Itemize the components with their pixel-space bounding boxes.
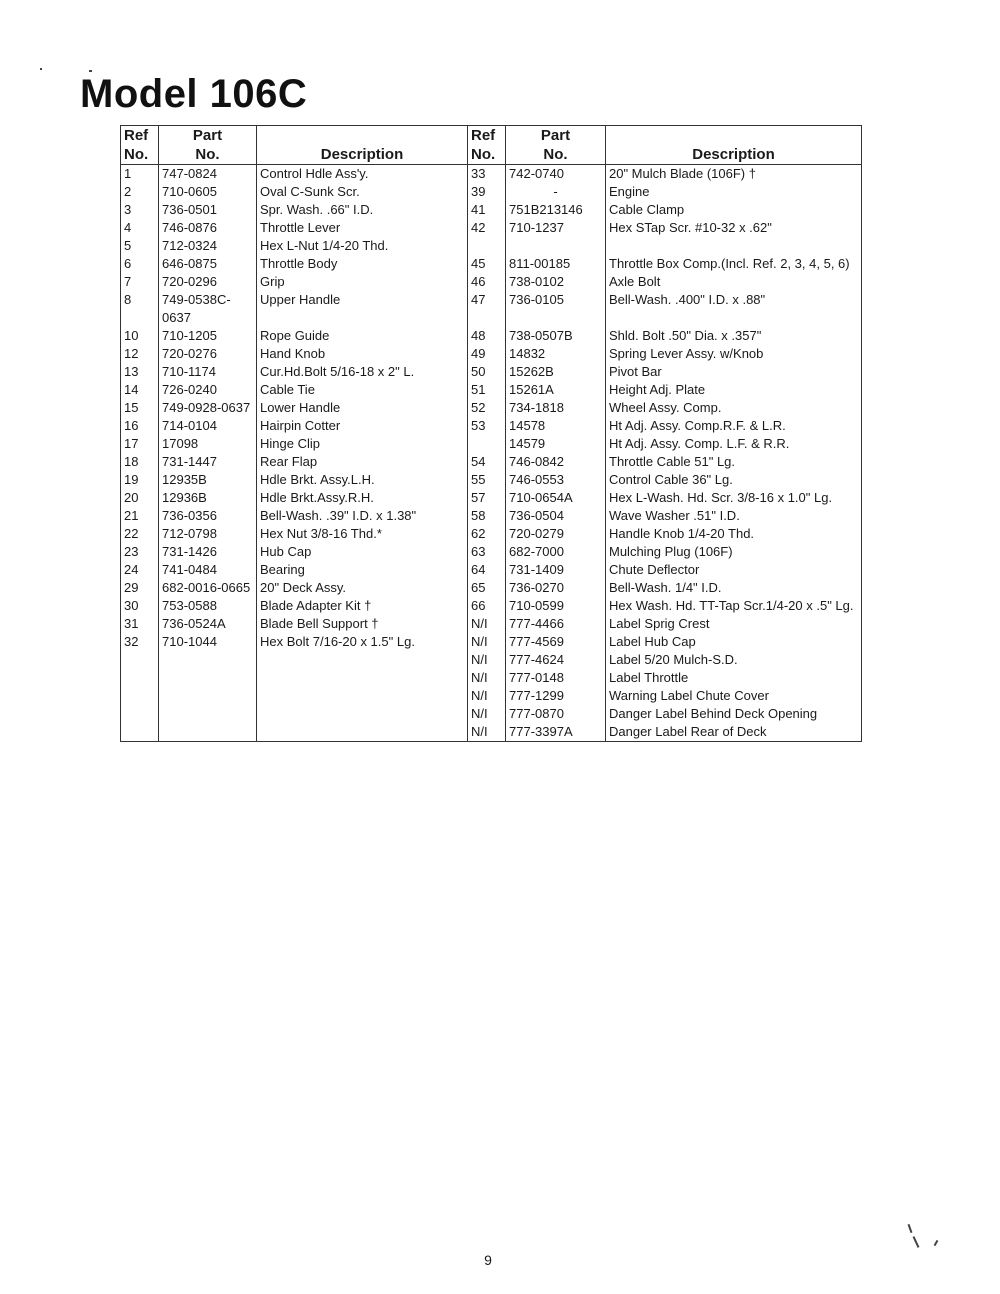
description-right-cell: Chute Deflector (606, 561, 862, 579)
table-header (121, 126, 862, 165)
table-row (121, 705, 862, 723)
description-left-cell (257, 687, 468, 705)
part-no-right-cell: 15261A (506, 381, 606, 399)
part-no-left-cell: 720-0296 (159, 273, 257, 291)
part-no-right-cell: 710-0599 (506, 597, 606, 615)
description-right-cell: Ht Adj. Assy. Comp. L.F. & R.R. (606, 435, 862, 453)
part-no-right-cell: 811-00185 (506, 255, 606, 273)
ref-no-left-cell: 4 (121, 219, 159, 237)
description-left-cell: Hdle Brkt.Assy.R.H. (257, 489, 468, 507)
part-no-right-cell: 746-0842 (506, 453, 606, 471)
description-right-cell: Hex L-Wash. Hd. Scr. 3/8-16 x 1.0" Lg. (606, 489, 862, 507)
ref-no-right-cell: 48 (468, 327, 506, 345)
table-row (121, 273, 862, 291)
ref-no-left-cell: 29 (121, 579, 159, 597)
table-row (121, 453, 862, 471)
part-no-left-cell (159, 705, 257, 723)
ref-no-right-cell: 47 (468, 291, 506, 327)
description-right-cell: Handle Knob 1/4-20 Thd. (606, 525, 862, 543)
description-left-cell: Hinge Clip (257, 435, 468, 453)
ref-no-right-cell: 51 (468, 381, 506, 399)
ref-no-left-cell: 31 (121, 615, 159, 633)
part-no-right-cell: 710-0654A (506, 489, 606, 507)
part-no-left-cell (159, 723, 257, 742)
page-number: 9 (484, 1252, 492, 1268)
ref-no-left-cell: 24 (121, 561, 159, 579)
part-no-left-cell: 12935B (159, 471, 257, 489)
description-right-cell: Spring Lever Assy. w/Knob (606, 345, 862, 363)
description-right-cell: Control Cable 36" Lg. (606, 471, 862, 489)
scan-speck (913, 1236, 920, 1248)
description-right-cell: Wave Washer .51" I.D. (606, 507, 862, 525)
part-no-left-cell (159, 687, 257, 705)
ref-no-right-cell: 46 (468, 273, 506, 291)
description-left-cell: Rope Guide (257, 327, 468, 345)
part-no-left-cell: 710-1174 (159, 363, 257, 381)
part-no-right-cell: 746-0553 (506, 471, 606, 489)
table-row (121, 489, 862, 507)
ref-no-right-cell: 45 (468, 255, 506, 273)
ref-no-left-cell: 8 (121, 291, 159, 327)
description-left-cell: Hairpin Cotter (257, 417, 468, 435)
ref-no-right-cell: 65 (468, 579, 506, 597)
description-right-cell: Bell-Wash. .400" I.D. x .88" (606, 291, 862, 327)
ref-no-left-cell: 17 (121, 435, 159, 453)
ref-no-left-cell: 10 (121, 327, 159, 345)
part-no-right-cell: 777-4466 (506, 615, 606, 633)
ref-no-left-cell: 23 (121, 543, 159, 561)
description-left-cell: Hex Nut 3/8-16 Thd.* (257, 525, 468, 543)
ref-no-left-cell: 20 (121, 489, 159, 507)
description-left-cell: Hub Cap (257, 543, 468, 561)
part-no-right-cell: 751B213146 (506, 201, 606, 219)
part-no-left-cell (159, 669, 257, 687)
table-row (121, 561, 862, 579)
part-no-left-cell: 712-0798 (159, 525, 257, 543)
scan-speck (40, 68, 42, 70)
description-right-cell: Shld. Bolt .50" Dia. x .357" (606, 327, 862, 345)
header-description-right (606, 126, 862, 165)
ref-no-right-cell: 54 (468, 453, 506, 471)
description-right-cell: Warning Label Chute Cover (606, 687, 862, 705)
description-right-cell: Danger Label Rear of Deck (606, 723, 862, 742)
description-right-cell: Axle Bolt (606, 273, 862, 291)
part-no-left-cell: 682-0016-0665 (159, 579, 257, 597)
ref-no-right-cell: 64 (468, 561, 506, 579)
ref-no-right-cell: 63 (468, 543, 506, 561)
header-ref-top: Ref (471, 127, 496, 144)
ref-no-right-cell: 58 (468, 507, 506, 525)
ref-no-right-cell: N/I (468, 669, 506, 687)
description-right-cell: 20" Mulch Blade (106F) † (606, 165, 862, 184)
ref-no-right-cell: 50 (468, 363, 506, 381)
description-left-cell: Bearing (257, 561, 468, 579)
part-no-right-cell: 15262B (506, 363, 606, 381)
ref-no-left-cell (121, 723, 159, 742)
part-no-right-cell: 736-0270 (506, 579, 606, 597)
ref-no-left-cell: 21 (121, 507, 159, 525)
description-right-cell: Height Adj. Plate (606, 381, 862, 399)
ref-no-left-cell: 19 (121, 471, 159, 489)
ref-no-left-cell: 18 (121, 453, 159, 471)
part-no-left-cell: 746-0876 (159, 219, 257, 237)
part-no-right-cell: 777-0148 (506, 669, 606, 687)
ref-no-right-cell: N/I (468, 687, 506, 705)
description-right-cell: Mulching Plug (106F) (606, 543, 862, 561)
part-no-left-cell: 710-1044 (159, 633, 257, 651)
part-no-right-cell: 777-4569 (506, 633, 606, 651)
header-ref-top: Ref (124, 127, 149, 144)
ref-no-left-cell: 14 (121, 381, 159, 399)
description-right-cell: Bell-Wash. 1/4" I.D. (606, 579, 862, 597)
ref-no-left-cell (121, 669, 159, 687)
part-no-right-cell: 742-0740 (506, 165, 606, 184)
ref-no-right-cell: 57 (468, 489, 506, 507)
description-left-cell: Grip (257, 273, 468, 291)
table-body (121, 165, 862, 742)
table-row (121, 435, 862, 453)
header-description-left (257, 126, 468, 165)
header-part-left (159, 126, 257, 165)
ref-no-left-cell: 22 (121, 525, 159, 543)
header-description-text: Description (692, 146, 775, 163)
description-left-cell: Upper Handle (257, 291, 468, 327)
description-left-cell: Control Hdle Ass'y. (257, 165, 468, 184)
part-no-right-cell: 777-3397A (506, 723, 606, 742)
part-no-right-cell: 738-0507B (506, 327, 606, 345)
scan-speck (934, 1240, 939, 1246)
description-left-cell: Throttle Body (257, 255, 468, 273)
part-no-left-cell: 726-0240 (159, 381, 257, 399)
ref-no-right-cell: 55 (468, 471, 506, 489)
part-no-left-cell: 731-1447 (159, 453, 257, 471)
description-right-cell: Wheel Assy. Comp. (606, 399, 862, 417)
part-no-left-cell: 17098 (159, 435, 257, 453)
description-left-cell (257, 723, 468, 742)
table-row (121, 237, 862, 255)
table-row (121, 201, 862, 219)
header-part-bottom: No. (195, 146, 220, 163)
description-left-cell: Hex Bolt 7/16-20 x 1.5" Lg. (257, 633, 468, 651)
table-row (121, 345, 862, 363)
ref-no-left-cell: 2 (121, 183, 159, 201)
description-right-cell: Label Sprig Crest (606, 615, 862, 633)
ref-no-right-cell: 49 (468, 345, 506, 363)
ref-no-right-cell: N/I (468, 723, 506, 742)
part-no-left-cell: 720-0276 (159, 345, 257, 363)
description-left-cell: Cur.Hd.Bolt 5/16-18 x 2" L. (257, 363, 468, 381)
description-right-cell: Engine (606, 183, 862, 201)
part-no-left-cell: 736-0501 (159, 201, 257, 219)
part-no-left-cell: 736-0356 (159, 507, 257, 525)
table-row (121, 597, 862, 615)
part-no-right-cell: 738-0102 (506, 273, 606, 291)
parts-table (120, 125, 862, 742)
part-no-left-cell: 731-1426 (159, 543, 257, 561)
header-part-top: Part (540, 127, 571, 144)
ref-no-right-cell: 53 (468, 417, 506, 435)
ref-no-right-cell: N/I (468, 615, 506, 633)
table-row (121, 399, 862, 417)
ref-no-right-cell: N/I (468, 705, 506, 723)
part-no-left-cell: 749-0538C-0637 (159, 291, 257, 327)
part-no-right-cell: 736-0105 (506, 291, 606, 327)
description-right-cell: Label Throttle (606, 669, 862, 687)
description-left-cell: Blade Bell Support † (257, 615, 468, 633)
ref-no-right-cell: 42 (468, 219, 506, 237)
table-row (121, 219, 862, 237)
table-row (121, 633, 862, 651)
page-title: Model 106C (80, 72, 308, 116)
description-left-cell (257, 669, 468, 687)
ref-no-right-cell: 52 (468, 399, 506, 417)
part-no-left-cell: 747-0824 (159, 165, 257, 184)
table-row (121, 291, 862, 327)
table-row (121, 255, 862, 273)
part-no-left-cell: 710-0605 (159, 183, 257, 201)
ref-no-right-cell: 66 (468, 597, 506, 615)
table-row (121, 723, 862, 742)
header-ref-right (468, 126, 506, 165)
part-no-right-cell: 14579 (506, 435, 606, 453)
part-no-left-cell: 714-0104 (159, 417, 257, 435)
description-left-cell (257, 651, 468, 669)
ref-no-right-cell: N/I (468, 651, 506, 669)
ref-no-left-cell: 12 (121, 345, 159, 363)
part-no-right-cell: 731-1409 (506, 561, 606, 579)
description-right-cell: Throttle Box Comp.(Incl. Ref. 2, 3, 4, 5, 6) (606, 255, 862, 273)
part-no-right-cell (506, 237, 606, 255)
table-row (121, 363, 862, 381)
table-row (121, 471, 862, 489)
table-row (121, 507, 862, 525)
table-row (121, 615, 862, 633)
header-ref-bottom: No. (471, 146, 496, 163)
part-no-left-cell: 710-1205 (159, 327, 257, 345)
part-no-right-cell: 14832 (506, 345, 606, 363)
ref-no-right-cell: 33 (468, 165, 506, 184)
description-left-cell: Lower Handle (257, 399, 468, 417)
part-no-right-cell: 710-1237 (506, 219, 606, 237)
part-no-right-cell: 720-0279 (506, 525, 606, 543)
scan-speck (908, 1224, 913, 1233)
description-left-cell: Hex L-Nut 1/4-20 Thd. (257, 237, 468, 255)
description-right-cell: Danger Label Behind Deck Opening (606, 705, 862, 723)
description-left-cell: Rear Flap (257, 453, 468, 471)
table-row (121, 579, 862, 597)
description-right-cell: Label Hub Cap (606, 633, 862, 651)
table-row (121, 183, 862, 201)
description-left-cell: 20" Deck Assy. (257, 579, 468, 597)
part-no-right-cell: 682-7000 (506, 543, 606, 561)
table-row (121, 381, 862, 399)
table-row (121, 525, 862, 543)
part-no-left-cell: 712-0324 (159, 237, 257, 255)
description-right-cell: Throttle Cable 51" Lg. (606, 453, 862, 471)
header-ref-bottom: No. (124, 146, 149, 163)
ref-no-left-cell (121, 705, 159, 723)
part-no-right-cell: - (506, 183, 606, 201)
part-no-left-cell: 736-0524A (159, 615, 257, 633)
description-right-cell: Hex STap Scr. #10-32 x .62" (606, 219, 862, 237)
ref-no-left-cell: 6 (121, 255, 159, 273)
ref-no-right-cell: 62 (468, 525, 506, 543)
header-part-bottom: No. (543, 146, 568, 163)
part-no-right-cell: 777-4624 (506, 651, 606, 669)
ref-no-left-cell: 13 (121, 363, 159, 381)
description-left-cell: Spr. Wash. .66" I.D. (257, 201, 468, 219)
part-no-left-cell (159, 651, 257, 669)
description-left-cell: Oval C-Sunk Scr. (257, 183, 468, 201)
description-left-cell: Throttle Lever (257, 219, 468, 237)
description-right-cell: Pivot Bar (606, 363, 862, 381)
ref-no-right-cell: 39 (468, 183, 506, 201)
part-no-left-cell: 741-0484 (159, 561, 257, 579)
description-right-cell: Label 5/20 Mulch-S.D. (606, 651, 862, 669)
ref-no-left-cell: 7 (121, 273, 159, 291)
table-row (121, 687, 862, 705)
header-part-top: Part (192, 127, 223, 144)
ref-no-right-cell (468, 237, 506, 255)
description-left-cell (257, 705, 468, 723)
ref-no-left-cell: 3 (121, 201, 159, 219)
ref-no-right-cell (468, 435, 506, 453)
ref-no-left-cell: 30 (121, 597, 159, 615)
header-part-right (506, 126, 606, 165)
description-left-cell: Bell-Wash. .39" I.D. x 1.38" (257, 507, 468, 525)
table-row (121, 327, 862, 345)
description-right-cell: Ht Adj. Assy. Comp.R.F. & L.R. (606, 417, 862, 435)
ref-no-right-cell: N/I (468, 633, 506, 651)
description-right-cell: Cable Clamp (606, 201, 862, 219)
table-row (121, 669, 862, 687)
description-right-cell (606, 237, 862, 255)
table-row (121, 651, 862, 669)
ref-no-left-cell (121, 687, 159, 705)
table-row (121, 417, 862, 435)
part-no-right-cell: 777-0870 (506, 705, 606, 723)
description-right-cell: Hex Wash. Hd. TT-Tap Scr.1/4-20 x .5" Lg. (606, 597, 862, 615)
part-no-left-cell: 749-0928-0637 (159, 399, 257, 417)
part-no-left-cell: 646-0875 (159, 255, 257, 273)
ref-no-left-cell (121, 651, 159, 669)
part-no-right-cell: 734-1818 (506, 399, 606, 417)
ref-no-left-cell: 1 (121, 165, 159, 184)
part-no-right-cell: 14578 (506, 417, 606, 435)
ref-no-left-cell: 15 (121, 399, 159, 417)
ref-no-left-cell: 32 (121, 633, 159, 651)
description-left-cell: Cable Tie (257, 381, 468, 399)
part-no-right-cell: 736-0504 (506, 507, 606, 525)
part-no-right-cell: 777-1299 (506, 687, 606, 705)
description-left-cell: Blade Adapter Kit † (257, 597, 468, 615)
table-row (121, 543, 862, 561)
description-left-cell: Hand Knob (257, 345, 468, 363)
scan-speck (89, 70, 92, 72)
description-left-cell: Hdle Brkt. Assy.L.H. (257, 471, 468, 489)
ref-no-left-cell: 16 (121, 417, 159, 435)
part-no-left-cell: 12936B (159, 489, 257, 507)
ref-no-left-cell: 5 (121, 237, 159, 255)
ref-no-right-cell: 41 (468, 201, 506, 219)
table-row (121, 165, 862, 184)
header-ref-left (121, 126, 159, 165)
header-description-text: Description (320, 146, 404, 163)
part-no-left-cell: 753-0588 (159, 597, 257, 615)
